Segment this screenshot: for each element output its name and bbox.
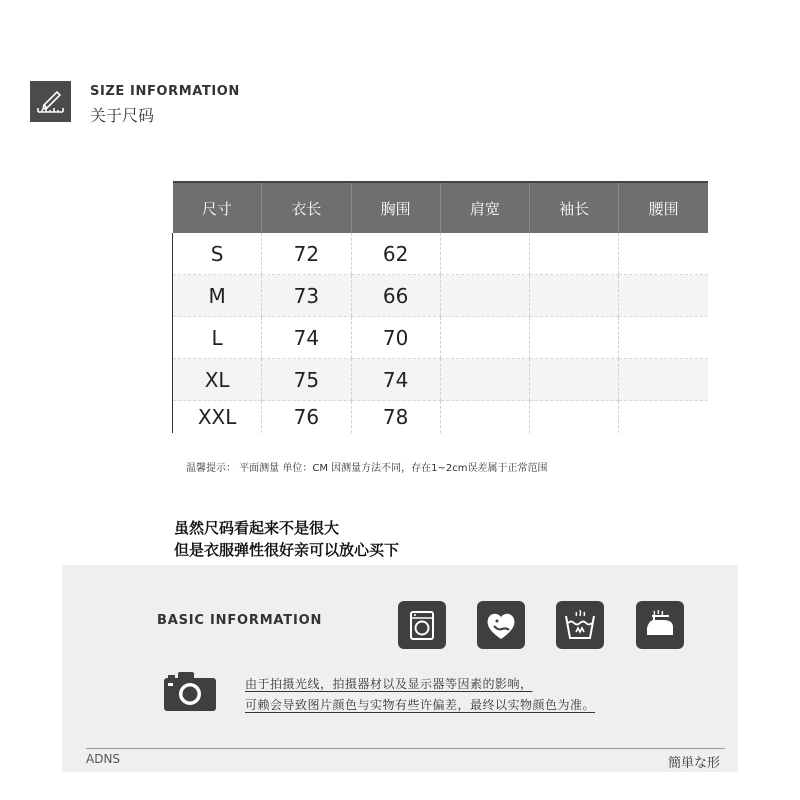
brand-label: ADNS bbox=[86, 752, 121, 766]
table-cell bbox=[530, 359, 619, 401]
column-header: 胸围 bbox=[351, 182, 440, 233]
tagline-label: 簡単な形 bbox=[668, 756, 721, 771]
table-row bbox=[173, 401, 709, 434]
table-cell: 76 bbox=[262, 401, 351, 434]
disclaimer-line-1: 由于拍摄光线，拍摄器材以及显示器等因素的影响， bbox=[245, 677, 533, 691]
table-header-row bbox=[173, 182, 709, 233]
table-cell: 62 bbox=[351, 233, 440, 275]
table-cell bbox=[530, 275, 619, 317]
table-cell: 73 bbox=[262, 275, 351, 317]
table-cell bbox=[619, 233, 708, 275]
table-row bbox=[173, 275, 709, 317]
size-table bbox=[172, 181, 708, 433]
section-title-cn: 关于尺码 bbox=[90, 106, 155, 125]
table-row bbox=[173, 359, 709, 401]
table-cell: 72 bbox=[262, 233, 351, 275]
table-cell bbox=[619, 359, 708, 401]
table-cell: 70 bbox=[351, 317, 440, 359]
table-row bbox=[173, 233, 709, 275]
iron-icon bbox=[636, 601, 684, 649]
table-cell: 66 bbox=[351, 275, 440, 317]
column-header: 衣长 bbox=[262, 182, 351, 233]
footer-divider bbox=[86, 748, 725, 749]
table-cell: 78 bbox=[351, 401, 440, 434]
table-cell bbox=[440, 401, 529, 434]
table-cell bbox=[440, 317, 529, 359]
table-cell bbox=[530, 401, 619, 434]
slogan-line-1: 虽然尺码看起来不是很大 bbox=[174, 519, 340, 537]
table-cell bbox=[440, 359, 529, 401]
column-header: 肩宽 bbox=[440, 182, 529, 233]
disclaimer-line-2: 可赖会导致图片颜色与实物有些许偏差，最终以实物颜色为准。 bbox=[245, 698, 596, 712]
water-wash-icon bbox=[556, 601, 604, 649]
table-cell bbox=[530, 233, 619, 275]
table-cell: S bbox=[173, 233, 262, 275]
table-cell: L bbox=[173, 317, 262, 359]
table-cell bbox=[440, 233, 529, 275]
camera-icon bbox=[163, 670, 217, 712]
table-cell: XXL bbox=[173, 401, 262, 434]
basic-info-panel bbox=[62, 565, 738, 772]
column-header: 尺寸 bbox=[173, 182, 262, 233]
table-cell bbox=[530, 317, 619, 359]
column-header: 腰围 bbox=[619, 182, 708, 233]
section-title-en: SIZE INFORMATION bbox=[90, 84, 240, 99]
table-cell: 75 bbox=[262, 359, 351, 401]
table-cell bbox=[440, 275, 529, 317]
hand-wash-icon bbox=[477, 601, 525, 649]
machine-wash-icon bbox=[398, 601, 446, 649]
table-cell bbox=[619, 275, 708, 317]
ruler-pencil-icon bbox=[30, 81, 71, 122]
table-cell: XL bbox=[173, 359, 262, 401]
table-cell bbox=[619, 401, 708, 434]
table-cell: 74 bbox=[351, 359, 440, 401]
column-header: 袖长 bbox=[530, 182, 619, 233]
measurement-note: 温馨提示： 平面测量 单位：CM 因测量方法不同，存在1~2cm误差属于正常范围 bbox=[186, 463, 548, 474]
table-cell: M bbox=[173, 275, 262, 317]
slogan-line-2: 但是衣服弹性很好亲可以放心买下 bbox=[174, 541, 400, 559]
table-cell: 74 bbox=[262, 317, 351, 359]
table-cell bbox=[619, 317, 708, 359]
basic-info-title: BASIC INFORMATION bbox=[157, 613, 323, 628]
table-row bbox=[173, 317, 709, 359]
